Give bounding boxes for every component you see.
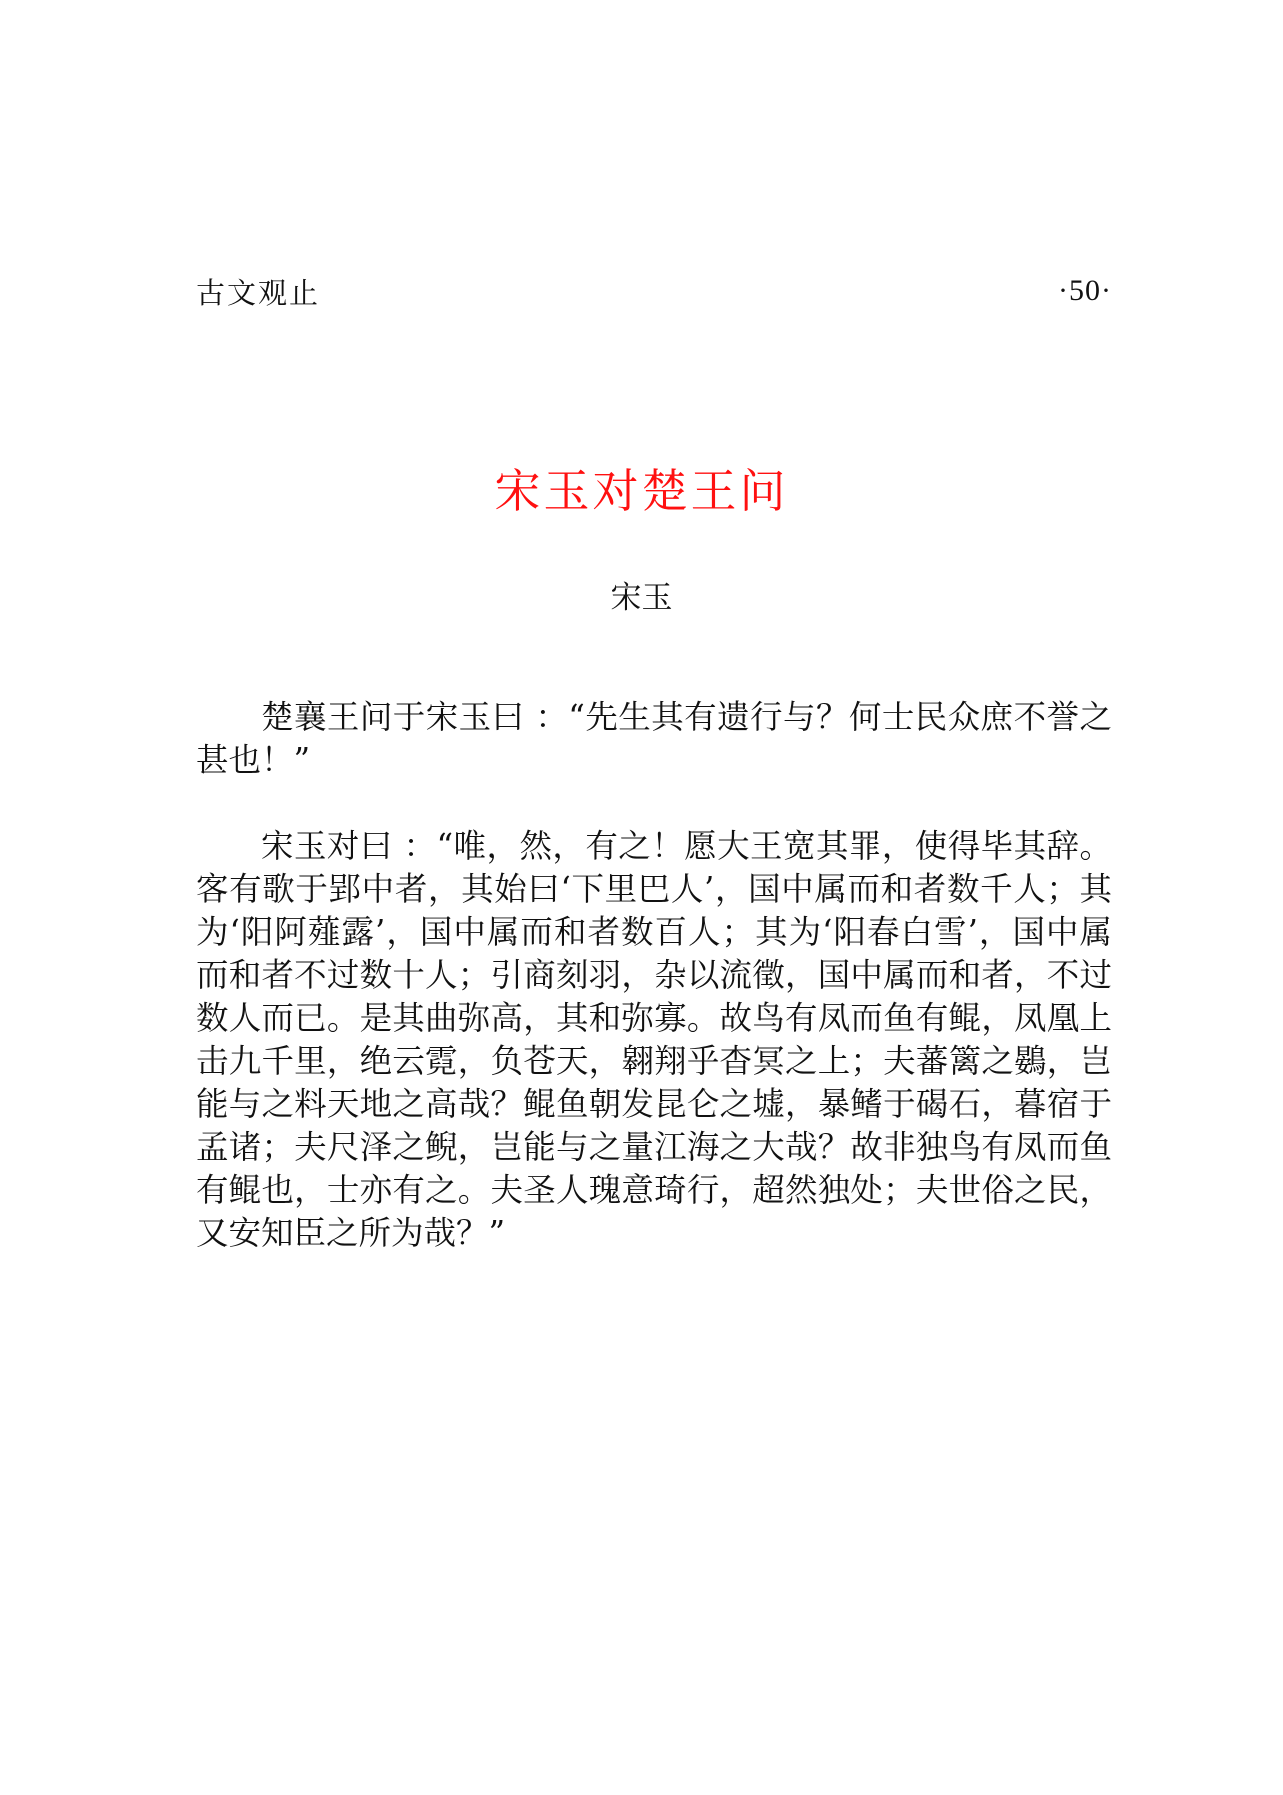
running-header (196, 268, 1112, 314)
paragraph-1: 楚襄王问于宋玉曰 ：“先生其有遗行与？何士民众庶不誉之甚也！” (196, 698, 1112, 779)
paragraph-2: 宋玉对曰 ：“唯，然，有之！愿大王宽其罪，使得毕其辞。客有歌于郢中者，其始曰‘下里巴人’，国中属而和者数千人；其为‘阳阿薤露’，国中属而和者数百人；其为‘阳春白雪’，国中属而和者不过数十人；引商刻羽，杂以流徵，国中属而和者，不过数人而已。是其曲弥高，其和弥寡。故鸟有凤而鱼有鲲，凤凰上击九千里，绝云霓，负苍天，翱翔乎杳冥之上；夫蕃篱之鷃，岂能与之料天地之高哉？鲲鱼朝发昆仑之墟，暴鳍于碣石，暮宿于孟诸；夫尺泽之鲵，岂能与之量江海之大哉？故非独鸟有凤而鱼有鲲也，士亦有之。夫圣人瑰意琦行，超然独处；夫世俗之民，又安知臣之所为哉？” (196, 827, 1112, 1252)
book-title: 古文观止 (196, 275, 321, 310)
article-body (196, 696, 1112, 1298)
article-title: 宋玉对楚王问 (494, 464, 789, 518)
page-number: ·50· (1058, 274, 1112, 307)
article-author: 宋玉 (610, 580, 673, 616)
